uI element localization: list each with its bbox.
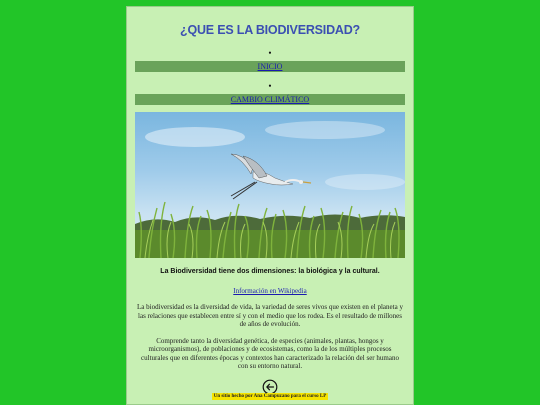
content-panel: [126, 6, 414, 405]
footer: [127, 384, 413, 402]
paragraph-definition: La biodiversidad es la diversidad de vida, la variedad de seres vivos que existen en el planeta y las relaciones que establecen entre sí y con el medio que los rodea. Es el resultado de millones de años de evolución.: [137, 303, 403, 328]
wikipedia-link[interactable]: Información en Wikipedia: [233, 287, 307, 295]
biodiversity-caption: La Biodiversidad tiene dos dimensiones: la biológica y la cultural.: [160, 268, 380, 275]
footer-text: Un sitio hecho por Ana Campuzano para el curso LP: [213, 394, 327, 399]
nav-bar-inicio: [135, 61, 405, 72]
nav-bullet: •: [268, 48, 272, 58]
nav-link-inicio[interactable]: INICIO: [257, 62, 283, 71]
heron-image: [135, 112, 405, 258]
nav-bullet: •: [268, 81, 272, 91]
nav-link-cambio-climatico[interactable]: CAMBIO CLIMÁTICO: [230, 95, 310, 104]
nav-bar-cambio-climatico: [135, 94, 405, 105]
heron-illustration: [135, 112, 405, 258]
paragraph-dimensions: Comprende tanto la diversidad genética, de especies (animales, plantas, hongos y microorganismos), de poblaciones y de ecosistemas, como la de los múltiples procesos culturales que en diferentes épocas y contextos han caracterizado la relación del ser humano con su entorno natural.: [141, 336, 399, 370]
page-title: ¿QUE ES LA BIODIVERSIDAD?: [180, 23, 360, 37]
heron-bird: [231, 154, 311, 199]
